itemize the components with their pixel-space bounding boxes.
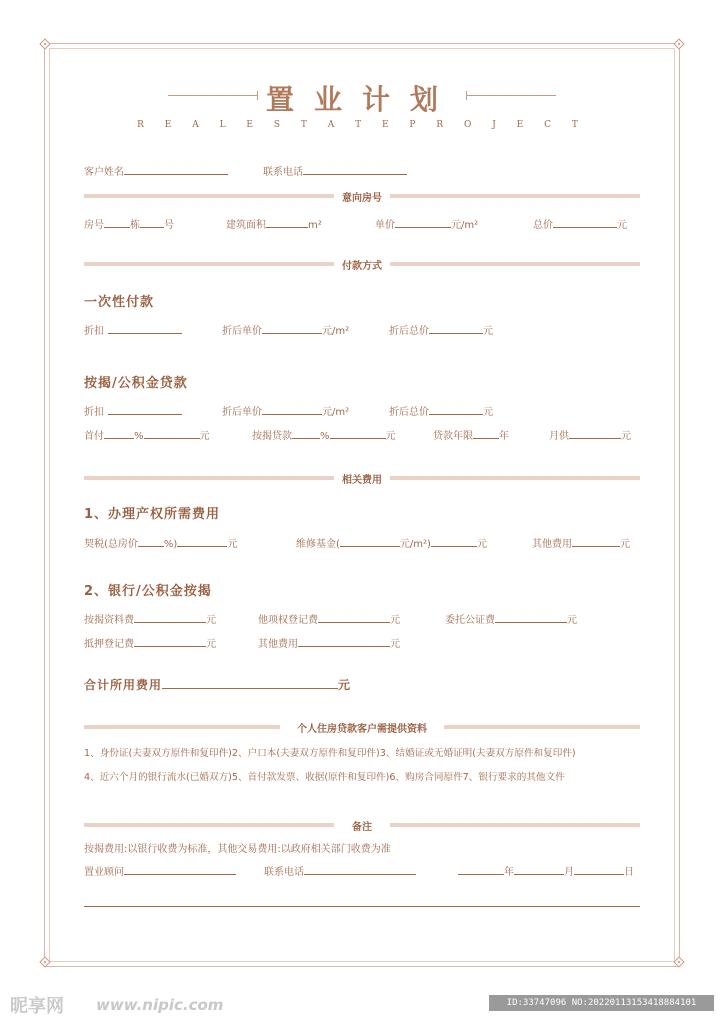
day-label: 日 xyxy=(624,867,634,878)
mortgage-discount-row xyxy=(84,403,182,418)
maintenance-unit: 元/m²) xyxy=(399,539,431,550)
unit-price-field[interactable] xyxy=(395,217,451,228)
section-divider-documents xyxy=(84,724,640,735)
area-field[interactable] xyxy=(266,217,308,228)
unit-price-unit: 元/m² xyxy=(451,220,479,231)
deed-tax-percent-field[interactable] xyxy=(138,536,164,547)
full-after-unit-row xyxy=(222,322,349,337)
watermark-site: www.nipic.com xyxy=(96,996,224,1014)
down-amount-field[interactable] xyxy=(144,428,200,439)
after-total-field[interactable] xyxy=(429,323,483,334)
after-unit-unit: 元/m² xyxy=(322,326,350,337)
loan-amount-field[interactable] xyxy=(330,428,386,439)
discount-label: 折扣 xyxy=(84,407,104,418)
loan-row xyxy=(252,427,396,442)
watermark-id: ID:33747096 NO:20220113153418884101 xyxy=(489,995,714,1011)
full-after-total-row xyxy=(389,322,493,337)
mortgage-after-total-row xyxy=(389,403,493,418)
percent-sign: % xyxy=(134,431,144,442)
mortgage-reg-label: 抵押登记费 xyxy=(84,639,134,650)
maintenance-row xyxy=(296,535,487,550)
customer-name-field[interactable] xyxy=(124,164,228,175)
mortgage-reg-row xyxy=(84,635,216,650)
yuan-unit: 元 xyxy=(206,615,216,626)
signature-line xyxy=(84,906,640,907)
notary-label: 委托公证费 xyxy=(445,615,495,626)
section-divider-remarks xyxy=(84,822,640,833)
yuan-unit: 元 xyxy=(338,678,352,692)
year-field[interactable] xyxy=(458,864,504,875)
page-subtitle: R E A L E S T A T E P R O J E C T xyxy=(137,120,587,130)
unit-price-row xyxy=(375,216,478,231)
room-field[interactable] xyxy=(104,217,130,228)
heading-property-fees: 1、办理产权所需费用 xyxy=(84,507,221,522)
heading-mortgage: 按揭/公积金贷款 xyxy=(84,376,188,391)
area-label: 建筑面积 xyxy=(226,220,266,231)
consultant-phone-row xyxy=(264,863,416,878)
remarks-note: 按揭费用:以银行收费为标准，其他交易费用:以政府相关部门收费为准 xyxy=(84,844,391,855)
monthly-label: 月供 xyxy=(549,431,569,442)
section-title-room: 意向房号 xyxy=(336,193,388,204)
doc-fee-label: 按揭资料费 xyxy=(84,615,134,626)
heading-full-payment: 一次性付款 xyxy=(84,295,155,310)
consultant-row xyxy=(84,863,236,878)
deed-tax-field[interactable] xyxy=(177,536,227,547)
yuan-unit: 元 xyxy=(199,431,210,442)
yuan-unit: 元 xyxy=(621,431,631,442)
doc-fee-field[interactable] xyxy=(134,612,206,623)
section-divider-fees xyxy=(84,475,640,486)
month-field[interactable] xyxy=(514,864,564,875)
consultant-field[interactable] xyxy=(124,864,236,875)
loan-percent-field[interactable] xyxy=(292,428,320,439)
consultant-phone-field[interactable] xyxy=(304,864,416,875)
yuan-unit: 元 xyxy=(206,639,216,650)
total-price-label: 总价 xyxy=(533,220,553,231)
yuan-unit: 元 xyxy=(390,615,400,626)
percent-sign: % xyxy=(320,431,330,442)
bank-other-row xyxy=(258,635,400,650)
customer-phone-row xyxy=(263,163,407,178)
after-unit-field[interactable] xyxy=(262,323,322,334)
yuan-unit: 元 xyxy=(227,539,238,550)
after-total-field[interactable] xyxy=(429,404,483,415)
area-row xyxy=(226,216,322,231)
section-divider-payment xyxy=(84,261,640,272)
total-price-field[interactable] xyxy=(553,217,617,228)
documents-line-2: 4、近六个月的银行流水(已婚双方)5、首付款发票、收据(原件和复印件)6、购房合同原件7、银行要求的其他文件 xyxy=(84,772,565,783)
other-fee-field[interactable] xyxy=(572,536,620,547)
after-unit-label: 折后单价 xyxy=(222,407,262,418)
year-label: 年 xyxy=(504,867,514,878)
deed-tax-close: %) xyxy=(163,539,178,550)
total-price-unit: 元 xyxy=(617,220,627,231)
room-row xyxy=(84,216,174,231)
deed-tax-label: 契税(总房价 xyxy=(84,539,138,550)
yuan-unit: 元 xyxy=(567,615,577,626)
room-label: 房号 xyxy=(84,220,104,231)
watermark-brand: 昵享网 xyxy=(10,996,64,1017)
customer-name-row xyxy=(84,163,228,178)
other-rights-row xyxy=(258,611,400,626)
number-label: 号 xyxy=(164,220,174,231)
yuan-unit: 元 xyxy=(620,539,630,550)
total-fees-row xyxy=(84,676,351,693)
mortgage-after-unit-row xyxy=(222,403,349,418)
maintenance-field[interactable] xyxy=(431,536,477,547)
documents-line-1: 1、身份证(夫妻双方原件和复印件)2、户口本(夫妻双方原件和复印件)3、结婚证或无婚证明(夫妻双方原件和复印件) xyxy=(84,748,576,759)
customer-phone-field[interactable] xyxy=(303,164,407,175)
number-field[interactable] xyxy=(140,217,164,228)
customer-name-label: 客户姓名 xyxy=(84,167,124,178)
section-title-documents: 个人住房贷款客户需提供资料 xyxy=(291,724,433,735)
after-total-unit: 元 xyxy=(483,326,493,337)
bank-other-field[interactable] xyxy=(298,636,390,647)
title-block xyxy=(0,78,724,118)
page-title: 置业计划 xyxy=(265,83,458,116)
other-fee-label: 其他费用 xyxy=(532,539,572,550)
discount-field[interactable] xyxy=(108,404,182,415)
other-rights-field[interactable] xyxy=(318,612,390,623)
yuan-unit: 元 xyxy=(476,539,487,550)
after-total-label: 折后总价 xyxy=(389,326,429,337)
unit-price-label: 单价 xyxy=(375,220,395,231)
total-fees-field[interactable] xyxy=(162,676,338,689)
after-unit-label: 折后单价 xyxy=(222,326,262,337)
loan-label: 按揭贷款 xyxy=(252,431,292,442)
notary-row xyxy=(445,611,577,626)
down-payment-label: 首付 xyxy=(84,431,104,442)
area-unit: m² xyxy=(308,220,322,231)
total-fees-label: 合计所用费用 xyxy=(84,678,163,692)
section-title-payment: 付款方式 xyxy=(336,261,388,272)
year-unit: 年 xyxy=(499,431,509,442)
section-title-remarks: 备注 xyxy=(346,822,378,833)
loan-years-field[interactable] xyxy=(473,428,499,439)
monthly-field[interactable] xyxy=(569,428,621,439)
discount-field[interactable] xyxy=(108,323,182,334)
loan-years-row xyxy=(433,427,509,442)
discount-label: 折扣 xyxy=(84,326,104,337)
day-field[interactable] xyxy=(574,864,624,875)
section-title-fees: 相关费用 xyxy=(336,475,388,486)
loan-years-label: 贷款年限 xyxy=(433,431,473,442)
yuan-unit: 元 xyxy=(390,639,400,650)
doc-fee-row xyxy=(84,611,216,626)
after-total-label: 折后总价 xyxy=(389,407,429,418)
date-row xyxy=(458,863,634,878)
total-price-row xyxy=(533,216,627,231)
down-payment-row xyxy=(84,427,210,442)
customer-phone-label: 联系电话 xyxy=(263,167,303,178)
after-unit-field[interactable] xyxy=(262,404,322,415)
heading-bank-fees: 2、银行/公积金按揭 xyxy=(84,584,212,599)
monthly-row xyxy=(549,427,631,442)
section-divider-room xyxy=(84,193,640,204)
mortgage-reg-field[interactable] xyxy=(134,636,206,647)
notary-field[interactable] xyxy=(495,612,567,623)
building-label: 栋 xyxy=(130,220,140,231)
other-rights-label: 他项权登记费 xyxy=(258,615,318,626)
maintenance-label: 维修基金( xyxy=(296,539,340,550)
after-unit-unit: 元/m² xyxy=(322,407,350,418)
consultant-phone-label: 联系电话 xyxy=(264,867,304,878)
deed-tax-row xyxy=(84,535,237,550)
other-fee-row xyxy=(532,535,630,550)
consultant-label: 置业顾问 xyxy=(84,867,124,878)
down-percent-field[interactable] xyxy=(104,428,134,439)
month-label: 月 xyxy=(564,867,574,878)
after-total-unit: 元 xyxy=(483,407,493,418)
maintenance-rate-field[interactable] xyxy=(340,536,400,547)
full-discount-row xyxy=(84,322,182,337)
bank-other-label: 其他费用 xyxy=(258,639,298,650)
yuan-unit: 元 xyxy=(385,431,396,442)
